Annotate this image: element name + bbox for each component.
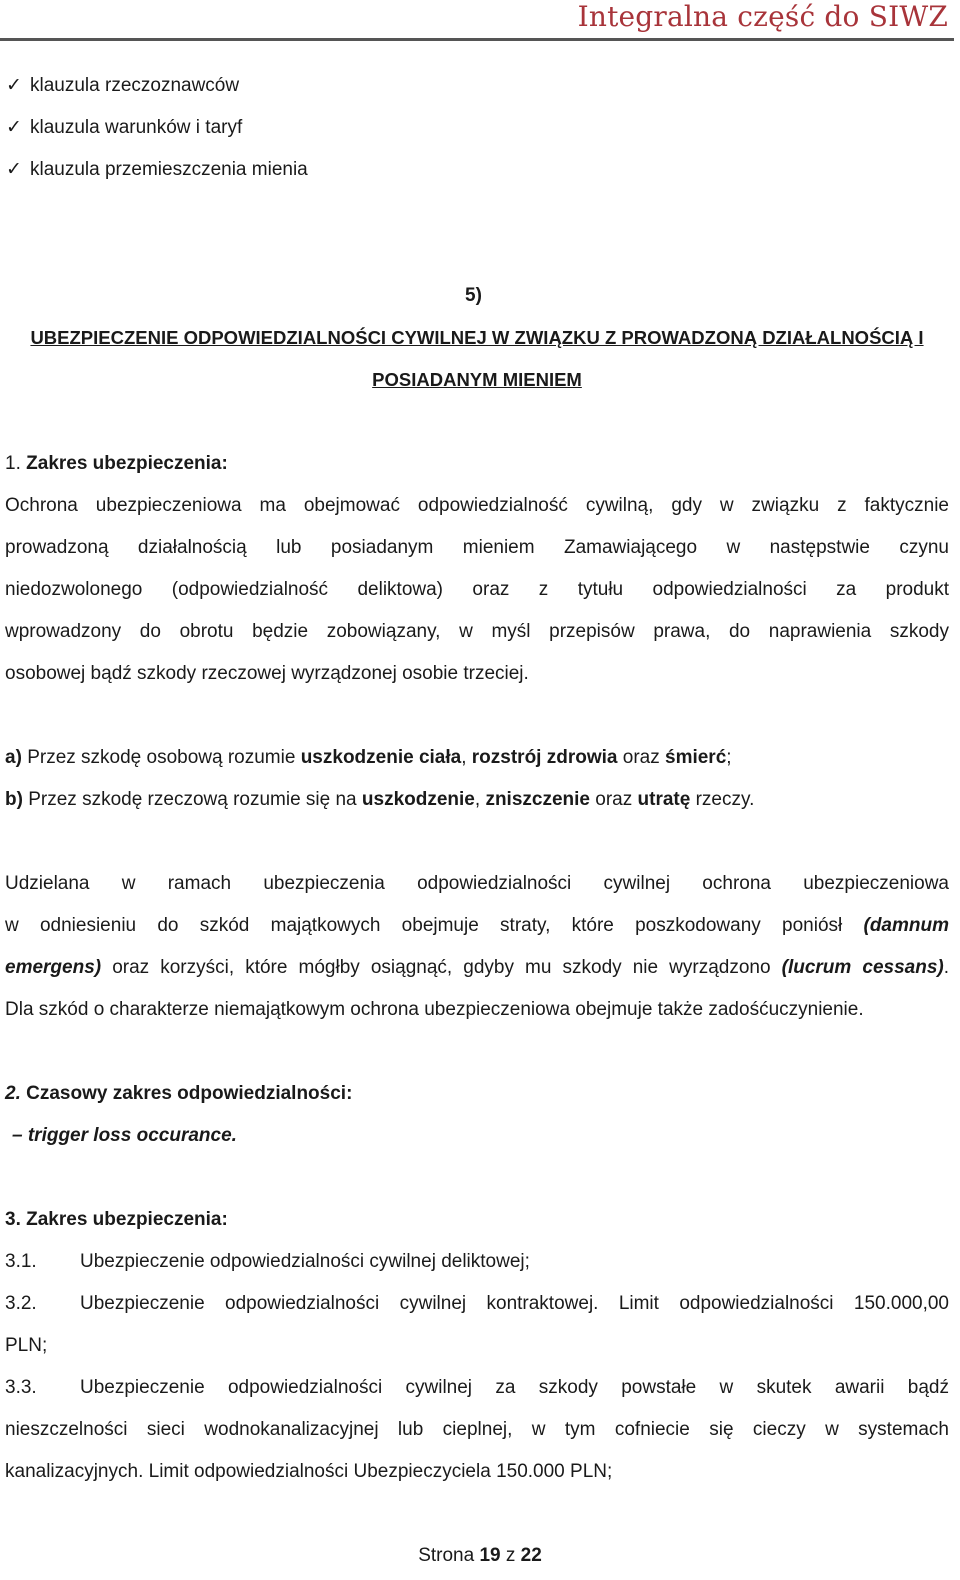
paragraph-text: . — [943, 957, 949, 978]
document-header-title: Integralna część do SIWZ — [577, 0, 948, 33]
subsection-number: 2. — [5, 1083, 21, 1104]
numbered-item — [5, 1377, 949, 1399]
definition-term: rozstrój zdrowia — [471, 747, 618, 768]
definition-text: , — [474, 789, 486, 810]
footer-text: z — [500, 1545, 521, 1566]
definition-b — [5, 789, 754, 811]
page-footer — [0, 1545, 960, 1567]
checklist-item — [6, 116, 242, 139]
definition-text: , — [461, 747, 472, 768]
item-number: 3.3. — [5, 1377, 37, 1398]
subsection-title: Zakres ubezpieczenia: — [26, 453, 228, 474]
definition-text: oraz — [590, 789, 638, 810]
definition-term: śmierć — [665, 747, 727, 768]
page-number: 19 — [479, 1545, 501, 1566]
subsection-heading: 3. Zakres ubezpieczenia: — [5, 1209, 228, 1230]
definition-term: zniszczenie — [485, 789, 590, 810]
checklist-item — [6, 158, 308, 181]
numbered-item-continuation: kanalizacyjnych. Limit odpowiedzialności Ubezpieczyciela 150.000 PLN; — [5, 1461, 613, 1482]
definition-text: Przez szkodę osobową rozumie — [27, 747, 301, 768]
section-title-line1: UBEZPIECZENIE ODPOWIEDZIALNOŚCI CYWILNEJ W ZWIĄZKU Z PROWADZONĄ DZIAŁALNOŚCIĄ I — [30, 327, 924, 348]
checklist-item — [6, 74, 239, 97]
definition-text: ; — [726, 747, 732, 768]
definition-term: uszkodzenie ciała — [300, 747, 462, 768]
check-mark-icon: ✓ — [6, 159, 22, 180]
paragraph-line: Dla szkód o charakterze niemajątkowym ochrona ubezpieczeniowa obejmuje także zadośćuczynienie. — [5, 999, 864, 1020]
section-title-line2: POSIADANYM MIENIEM — [372, 369, 582, 390]
definition-label: b) — [5, 789, 23, 810]
definition-label: a) — [5, 747, 22, 768]
checklist-item-label: klauzula rzeczoznawców — [30, 75, 240, 96]
numbered-item-continuation: nieszczelności sieci wodnokanalizacyjnej lub cieplnej, w tym cofniecie się cieczy w systemach — [5, 1419, 949, 1440]
subsection-number: 1. — [5, 453, 21, 474]
paragraph-line: Ochrona ubezpieczeniowa ma obejmować odpowiedzialność cywilną, gdy w związku z faktycznie — [5, 495, 949, 516]
checklist-item-label: klauzula przemieszczenia mienia — [30, 159, 308, 180]
paragraph-line — [5, 957, 949, 979]
latin-term: (damnum — [863, 915, 949, 936]
paragraph-text: w odniesieniu do szkód majątkowych obejmuje straty, które poszkodowany poniósł — [5, 915, 864, 936]
paragraph-text: oraz korzyści, które mógłby osiągnąć, gdyby mu szkody nie wyrządzono — [101, 957, 782, 978]
section-number: 5) — [465, 285, 482, 306]
paragraph-line: wprowadzony do obrotu będzie zobowiązany, w myśl przepisów prawa, do naprawienia szkody — [5, 621, 949, 642]
numbered-item — [5, 1251, 530, 1273]
definition-text: oraz — [617, 747, 665, 768]
item-number: 3.1. — [5, 1251, 37, 1272]
paragraph-line — [5, 915, 949, 937]
page-total: 22 — [520, 1545, 542, 1566]
definition-term: uszkodzenie — [361, 789, 475, 810]
check-mark-icon: ✓ — [6, 75, 22, 96]
paragraph-line: prowadzoną działalnością lub posiadanym mieniem Zamawiającego w następstwie czynu — [5, 537, 949, 558]
subsection-heading — [5, 1083, 352, 1105]
paragraph-line: Udzielana w ramach ubezpieczenia odpowiedzialności cywilnej ochrona ubezpieczeniowa — [5, 873, 949, 894]
definition-a — [5, 747, 732, 769]
item-text: Ubezpieczenie odpowiedzialności cywilnej kontraktowej. Limit odpowiedzialności 150.000,00 — [80, 1293, 949, 1314]
numbered-item — [5, 1293, 949, 1315]
latin-term: emergens) — [5, 957, 102, 978]
footer-text: Strona — [418, 1545, 480, 1566]
definition-text: rzeczy. — [690, 789, 755, 810]
paragraph-line: osobowej bądź szkody rzeczowej wyrządzonej osobie trzeciej. — [5, 663, 529, 684]
definition-text: Przez szkodę rzeczową rozumie się na — [28, 789, 362, 810]
item-number: 3.2. — [5, 1293, 37, 1314]
item-text: Ubezpieczenie odpowiedzialności cywilnej deliktowej; — [80, 1251, 530, 1272]
check-mark-icon: ✓ — [6, 117, 22, 138]
subsection-title: Czasowy zakres odpowiedzialności: — [26, 1083, 353, 1104]
definition-term: utratę — [637, 789, 691, 810]
list-item: – trigger loss occurance. — [12, 1125, 237, 1146]
numbered-item-continuation: PLN; — [5, 1335, 48, 1356]
checklist-item-label: klauzula warunków i taryf — [30, 117, 243, 138]
subsection-heading — [5, 453, 228, 475]
paragraph-line: niedozwolonego (odpowiedzialność deliktowa) oraz z tytułu odpowiedzialności za produkt — [5, 579, 949, 600]
header-divider — [0, 38, 954, 41]
latin-term: (lucrum cessans) — [781, 957, 944, 978]
item-text: Ubezpieczenie odpowiedzialności cywilnej za szkody powstałe w skutek awarii bądź — [80, 1377, 949, 1398]
